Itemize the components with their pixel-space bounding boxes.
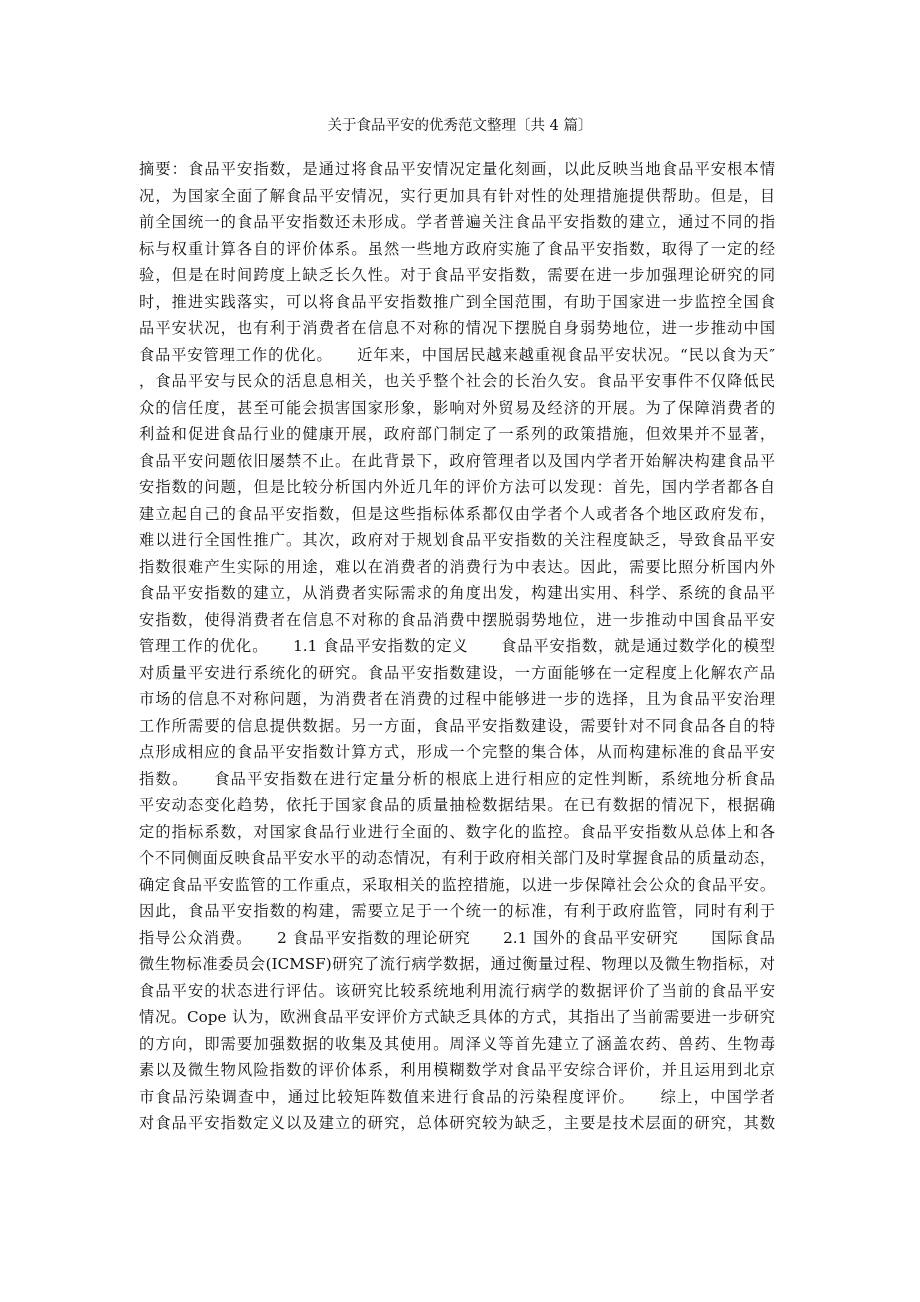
document-body — [139, 156, 775, 1137]
body-line: 品平安状况，也有利于消费者在信息不对称的情况下摆脱自身弱势地位，进一步推动中国 — [139, 319, 775, 337]
body-line: 时，推进实践落实，可以将食品平安指数推广到全国范围，有助于国家进一步监控全国食 — [139, 292, 775, 311]
body-line: 食品平安指数的建立，从消费者实际需求的角度出发，构建出实用、科学、系统的食品平 — [139, 584, 775, 602]
body-line: 情况。Cope 认为，欧洲食品平安评价方式缺乏具体的方式，其指出了当前需要进一步研究 — [139, 1008, 775, 1026]
body-line: 前全国统一的食品平安指数还未形成。学者普遍关注食品平安指数的建立，通过不同的指 — [139, 213, 775, 231]
body-line: 指数很难产生实际的用途，难以在消费者的消费行为中表达。因此，需要比照分析国内外 — [139, 557, 775, 576]
body-line: 定的指标系数，对国家食品行业进行全面的、数字化的监控。食品平安指数从总体上和各 — [139, 822, 775, 841]
body-line: 食品平安管理工作的优化。 近年来，中国居民越来越重视食品平安状况。“民以食为天″ — [139, 345, 775, 364]
body-line: 平安动态变化趋势，依托于国家食品的质量抽检数据结果。在已有数据的情况下，根据确 — [139, 796, 775, 814]
body-line: 指导公众消费。 2 食品平安指数的理论研究 2.1 国外的食品平安研究 国际食品 — [139, 928, 775, 947]
body-line: 工作所需要的信息提供数据。另一方面，食品平安指数建设，需要针对不同食品各自的特 — [139, 716, 775, 735]
body-line: 况，为国家全面了解食品平安情况，实行更加具有针对性的处理措施提供帮助。但是，目 — [139, 186, 775, 205]
body-line: 确定食品平安监管的工作重点，采取相关的监控措施，以进一步保障社会公众的食品平安。 — [139, 875, 775, 894]
body-line: 食品平安的状态进行评估。该研究比较系统地利用流行病学的数据评价了当前的食品平安 — [139, 981, 775, 1000]
body-line: 标与权重计算各自的评价体系。虽然一些地方政府实施了食品平安指数，取得了一定的经 — [139, 239, 775, 258]
body-line: 难以进行全国性推广。其次，政府对于规划食品平安指数的关注程度缺乏，导致食品平安 — [139, 531, 775, 549]
body-line: 的方向，即需要加强数据的收集及其使用。周泽义等首先建立了涵盖农药、兽药、生物毒 — [139, 1034, 775, 1053]
body-line: 对质量平安进行系统化的研究。食品平安指数建设，一方面能够在一定程度上化解农产品 — [139, 663, 775, 682]
body-line: 市场的信息不对称问题，为消费者在消费的过程中能够进一步的选择，且为食品平安治理 — [139, 690, 775, 708]
body-line: 指数。 食品平安指数在进行定量分析的根底上进行相应的定性判断，系统地分析食品 — [139, 769, 775, 788]
body-line: 市食品污染调查中，通过比较矩阵数值来进行食品的污染程度评价。 综上，中国学者 — [139, 1087, 775, 1106]
body-line: 众的信任度，甚至可能会损害国家形象，影响对外贸易及经济的开展。为了保障消费者的 — [139, 398, 775, 417]
body-line: 管理工作的优化。 1.1 食品平安指数的定义 食品平安指数，就是通过数学化的模型 — [139, 637, 775, 655]
body-line: 建立起自己的食品平安指数，但是这些指标体系都仅由学者个人或者各个地区政府发布， — [139, 504, 775, 523]
body-line: 安指数，使得消费者在信息不对称的食品消费中摆脱弱势地位，进一步推动中国食品平安 — [139, 610, 775, 629]
body-line: 摘要：食品平安指数，是通过将食品平安情况定量化刻画，以此反映当地食品平安根本情 — [139, 160, 775, 178]
body-line: 利益和促进食品行业的健康开展，政府部门制定了一系列的政策措施，但效果并不显著， — [139, 425, 775, 443]
body-line: 因此，食品平安指数的构建，需要立足于一个统一的标准，有利于政府监管，同时有利于 — [139, 902, 775, 920]
body-line: 对食品平安指数定义以及建立的研究，总体研究较为缺乏，主要是技术层面的研究，其数 — [139, 1114, 775, 1132]
body-line: 验，但是在时间跨度上缺乏长久性。对于食品平安指数，需要在进一步加强理论研究的同 — [139, 266, 775, 284]
body-line: 个不同侧面反映食品平安水平的动态情况，有利于政府相关部门及时掌握食品的质量动态， — [139, 849, 775, 867]
body-line: 食品平安问题依旧屡禁不止。在此背景下，政府管理者以及国内学者开始解决构建食品平 — [139, 451, 775, 470]
body-line: 安指数的问题，但是比较分析国内外近几年的评价方法可以发现：首先，国内学者都各自 — [139, 478, 775, 496]
body-line: 素以及微生物风险指数的评价体系，利用模糊数学对食品平安综合评价，并且运用到北京 — [139, 1061, 775, 1079]
body-line: 点形成相应的食品平安指数计算方式，形成一个完整的集合体，从而构建标准的食品平安 — [139, 743, 775, 761]
body-line: ，食品平安与民众的活息息相关，也关乎整个社会的长治久安。食品平安事件不仅降低民 — [139, 372, 775, 390]
body-line: 微生物标准委员会(ICMSF)研究了流行病学数据，通过衡量过程、物理以及微生物指标，对 — [139, 955, 775, 973]
document-title: 关于食品平安的优秀范文整理〔共 4 篇〕 — [327, 118, 593, 134]
